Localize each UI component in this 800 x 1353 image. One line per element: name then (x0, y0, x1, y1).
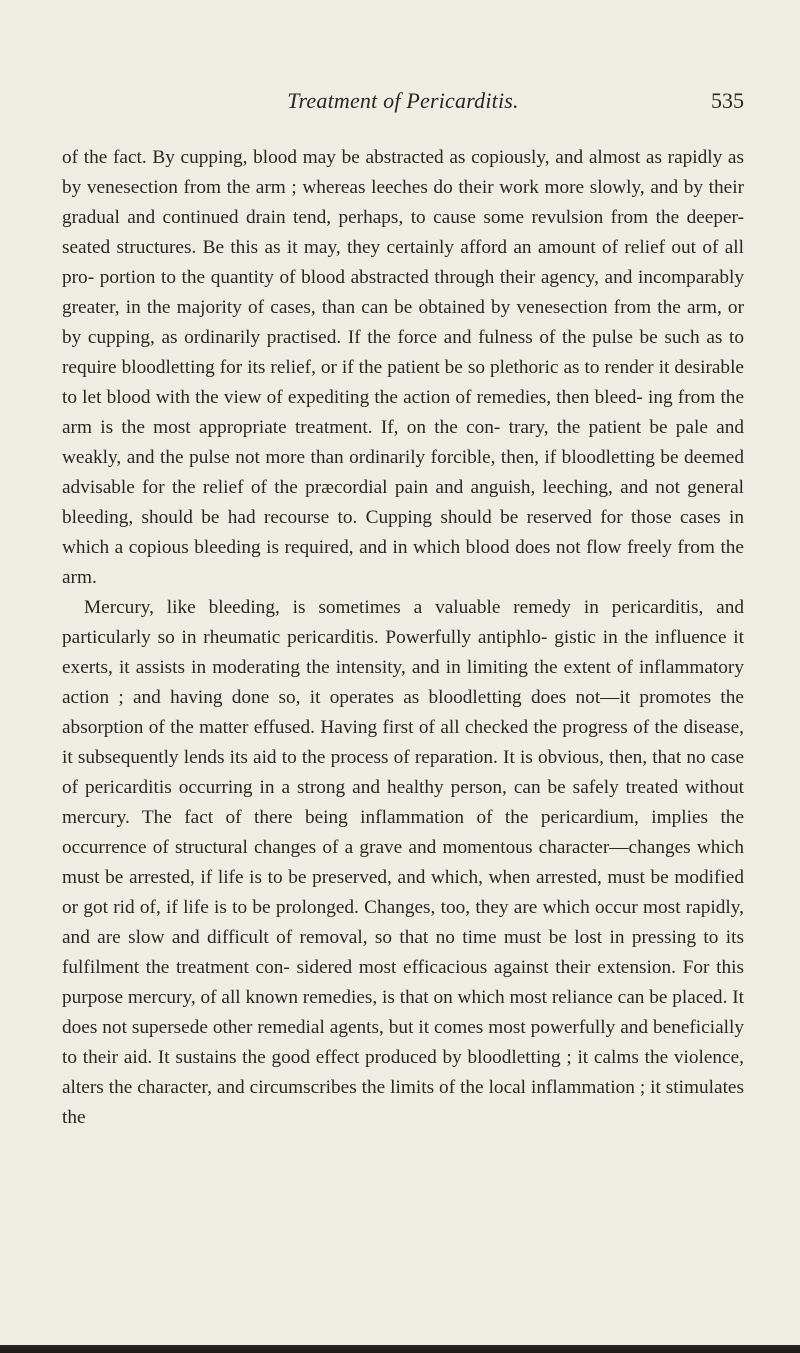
paragraph-mercury: Mercury, like bleeding, is sometimes a valuable remedy in pericarditis, and particularly so in rheumatic pericarditis. Powerfully antiphlo- gistic in the influence it exerts, it assists in moderating the intensity, and in limiting the extent of inflammatory action ; and having done so, it operates as bloodletting does not—it promotes the absorption of the matter effused. Having first of all checked the progress of the disease, it subsequently lends its aid to the process of reparation. It is obvious, then, that no case of pericarditis occurring in a strong and healthy person, can be safely treated without mercury. The fact of there being inflammation of the pericardium, implies the occurrence of structural changes of a grave and momentous character—changes which must be arrested, if life is to be preserved, and which, when arrested, must be modified or got rid of, if life is to be prolonged. Changes, too, they are which occur most rapidly, and are slow and difficult of removal, so that no time must be lost in pressing to its fulfilment the treatment con- sidered most efficacious against their extension. For this purpose mercury, of all known remedies, is that on which most reliance can be placed. It does not supersede other remedial agents, but it comes most powerfully and beneficially to their aid. It sustains the good effect produced by bloodletting ; it calms the violence, alters the character, and circumscribes the limits of the local inflammation ; it stimulates the (62, 597, 744, 1128)
running-title: Treatment of Pericarditis. (287, 88, 519, 113)
page-bottom-edge (0, 1345, 800, 1353)
body-text (62, 143, 744, 1133)
page-number: 535 (711, 88, 744, 113)
paragraph-bloodletting: of the fact. By cupping, blood may be abstracted as copiously, and almost as rapidly as by venesection from the arm ; whereas leeches do their work more slowly, and by their gradual and continued drain tend, perhaps, to cause some revulsion from the deeper-seated structures. Be this as it may, they certainly afford an amount of relief out of all pro- portion to the quantity of blood abstracted through their agency, and incomparably greater, in the majority of cases, than can be obtained by venesection from the arm, or by cupping, as ordinarily practised. If the force and fulness of the pulse be such as to require bloodletting for its relief, or if the patient be so plethoric as to render it desirable to let blood with the view of expediting the action of remedies, then bleed- ing from the arm is the most appropriate treatment. If, on the con- trary, the patient be pale and weakly, and the pulse not more than ordinarily forcible, then, if bloodletting be deemed advisable for the relief of the præcordial pain and anguish, leeching, and not general bleeding, should be had recourse to. Cupping should be reserved for those cases in which a copious bleeding is required, and in which blood does not flow freely from the arm. (62, 147, 744, 588)
page-header (62, 88, 744, 128)
